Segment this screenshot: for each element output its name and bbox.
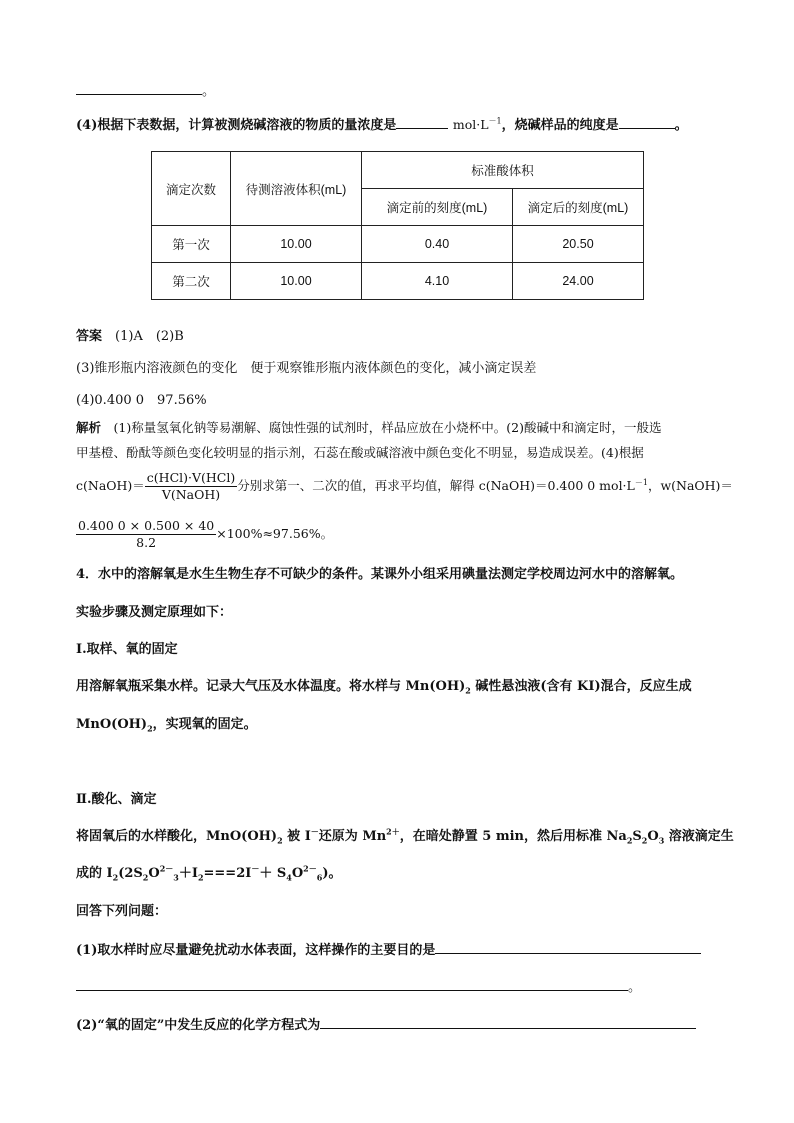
question-1-blank-b[interactable] xyxy=(76,978,628,991)
step-2-line-1: 将固氧后的水样酸化，$MnO(OH)_2$ 被 I－还原为 $Mn^{2+}$，在暗处静置 5 min，然后用标准 $Na_2S_2O_3$ 溶液滴定生 xyxy=(76,826,734,846)
previous-answer-line: 。 xyxy=(76,82,215,101)
row-label: 第一次 xyxy=(152,226,231,263)
header-before: 滴定前的刻度(mL) xyxy=(362,189,513,226)
steps-heading: 实验步骤及测定原理如下： xyxy=(76,605,233,620)
question-1-blank-a[interactable] xyxy=(435,941,701,954)
question-water-intro: 4．水中的溶解氧是水生生物生存不可缺少的条件。某课外小组采用碘量法测定学校周边河水中的溶解氧。 xyxy=(76,567,684,582)
row-after: 24.00 xyxy=(513,263,644,300)
step-1-line-2: $MnO(OH)_2$，实现氧的固定。 xyxy=(76,717,257,734)
header-volume: 待测溶液体积(mL) xyxy=(231,152,362,226)
row-after: 20.50 xyxy=(513,226,644,263)
answer-line-1: 答案 (1)A (2)B xyxy=(76,329,184,344)
row-label: 第二次 xyxy=(152,263,231,300)
answer-blank[interactable] xyxy=(76,82,202,95)
header-after: 滴定后的刻度(mL) xyxy=(513,189,644,226)
step-1-title: Ⅰ.取样、氧的固定 xyxy=(76,642,178,657)
row-volume: 10.00 xyxy=(231,263,362,300)
questions-heading: 回答下列问题： xyxy=(76,904,168,919)
step-2-line-2: 成的 $I_2(2S_2O^{2-}_3+I_2===2I^-+ S_4O^{2-}_6)$。 xyxy=(76,863,342,883)
row-before: 4.10 xyxy=(362,263,513,300)
calc-fraction: $\frac{0.400 0 \times 0.500 \times 40}{8.2}$ xyxy=(78,518,215,550)
answer-line-3: (4)0.400 0 97.56% xyxy=(76,393,207,408)
question-1-continuation: 。 xyxy=(76,978,641,997)
header-count: 滴定次数 xyxy=(152,152,231,226)
row-volume: 10.00 xyxy=(231,226,362,263)
analysis-line-2: 甲基橙、酚酞等颜色变化较明显的指示剂，石蕊在酸或碱溶液中颜色变化不明显，易造成误差。(4)根据 xyxy=(76,445,644,460)
step-2-title: Ⅱ.酸化、滴定 xyxy=(76,792,157,807)
answer-line-2: (3)锥形瓶内溶液颜色的变化 便于观察锥形瓶内液体颜色的变化，减小滴定误差 xyxy=(76,361,537,376)
question-2-blank[interactable] xyxy=(320,1016,696,1029)
analysis-line-1: 解析 (1)称量氢氧化钠等易潮解、腐蚀性强的试剂时，样品应放在小烧杯中。(2)酸碱中和滴定时，一般选 xyxy=(76,420,662,435)
purity-blank[interactable] xyxy=(619,116,675,129)
question-1: (1)取水样时应尽量避免扰动水体表面，这样操作的主要目的是 xyxy=(76,941,701,960)
table-row xyxy=(152,263,644,300)
titration-table xyxy=(151,151,644,300)
question-2: (2)“氧的固定”中发生反应的化学方程式为 xyxy=(76,1016,696,1035)
analysis-calculation: $\frac{0.400 0 \times 0.500 \times 40}{8.2}$ ×100%≈97.56%。 xyxy=(78,518,334,550)
formula-fraction: $\frac{\text{c(HCl)·V(HCl)}}{\text{V(NaOH)}}$ xyxy=(146,470,236,502)
concentration-blank[interactable] xyxy=(396,116,448,129)
step-1-line-1: 用溶解氧瓶采集水样。记录大气压及水体温度。将水样与 $Mn(OH)_2$ 碱性悬浊液(含有 KI)混合，反应生成 xyxy=(76,679,692,696)
header-acid-volume: 标准酸体积 xyxy=(362,152,644,189)
analysis-formula: c(NaOH)＝ $\frac{\text{c(HCl)·V(HCl)}}{\text{V(NaOH)}}$ 分别求第一、二次的值，再求平均值，解得 c(NaOH)＝0.400 0 $mol\cdot L^{-1}$，w(NaOH)＝ xyxy=(76,470,733,502)
question-4-prompt: (4)根据下表数据，计算被测烧碱溶液的物质的量浓度是 $mol\cdot L^{-1}$，烧碱样品的纯度是 。 xyxy=(76,116,688,133)
table-row xyxy=(152,226,644,263)
row-before: 0.40 xyxy=(362,226,513,263)
